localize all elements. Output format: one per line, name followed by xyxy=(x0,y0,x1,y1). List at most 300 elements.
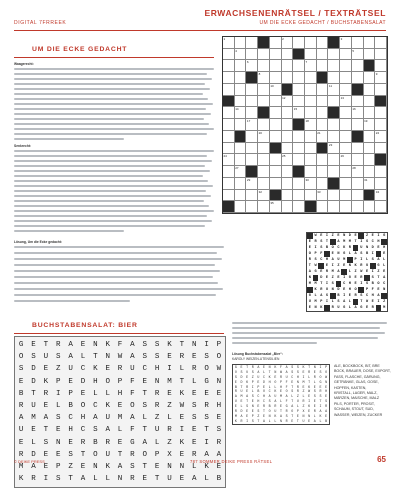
wordsearch-solution-letter: L xyxy=(268,418,271,423)
wordsearch-letter: U xyxy=(130,365,135,374)
wordsearch-solution-letter: K xyxy=(302,365,305,369)
mini-crossword-cell: G xyxy=(314,270,317,274)
mini-crossword-cell: P xyxy=(354,258,357,262)
wordsearch-letter: M xyxy=(18,463,24,471)
wordsearch-letter: R xyxy=(167,426,172,435)
wordsearch-row xyxy=(15,400,225,412)
wordsearch-letter: H xyxy=(68,426,73,435)
wordsearch-letter: T xyxy=(117,450,123,459)
wordsearch-solution-letter: N xyxy=(302,413,305,418)
wordsearch-solution-letter: A xyxy=(257,369,260,374)
mini-crossword-cell: R xyxy=(325,270,329,274)
wordsearch-solution-letter: W xyxy=(325,374,328,379)
senkrecht-label: Senkrecht: xyxy=(14,144,32,148)
wordsearch-solution-letter: S xyxy=(313,389,316,394)
text-line xyxy=(14,230,124,232)
mini-crossword-cell: D xyxy=(371,246,374,250)
wordsearch-section-title: BUCHSTABENSALAT: BIER xyxy=(32,322,138,329)
crossword-cell xyxy=(340,72,352,84)
wordsearch-letter: A xyxy=(93,414,98,423)
wordsearch-solution-letter: T xyxy=(291,399,294,404)
mini-crossword-cell: R xyxy=(354,294,357,298)
wordsearch-letter: E xyxy=(31,341,36,349)
wordsearch-solution-letter: T xyxy=(308,365,311,369)
wordsearch-letter: S xyxy=(18,365,24,374)
crossword-cell: 1 xyxy=(223,37,235,49)
wordsearch-solution-letter: M xyxy=(302,379,305,384)
crossword-cell xyxy=(246,72,258,84)
crossword-cell xyxy=(340,107,352,119)
wordsearch-solution-letter: G xyxy=(319,379,322,384)
wordsearch-solution-letter: S xyxy=(246,404,249,409)
crossword-cell: 7 xyxy=(305,60,317,72)
wordsearch-letter: Z xyxy=(154,414,160,423)
wordsearch-letter: N xyxy=(167,463,172,471)
wordsearch-letter: T xyxy=(204,426,209,435)
crossword-cell xyxy=(258,119,270,131)
mini-crossword-cell: L xyxy=(348,270,351,274)
wordsearch-letter: S xyxy=(142,402,148,410)
crossword-cell xyxy=(293,49,305,61)
wordsearch-letter: L xyxy=(80,353,86,362)
wordsearch-letter: G xyxy=(18,341,24,349)
crossword-cell xyxy=(340,166,352,178)
wordsearch-letter: E xyxy=(80,341,86,349)
crossword-cell xyxy=(340,49,352,61)
crossword-cell xyxy=(258,96,270,108)
crossword-cell xyxy=(328,37,340,49)
wordsearch-letter: T xyxy=(93,353,98,362)
mini-crossword-cell: E xyxy=(365,306,369,310)
wordsearch-solution-letter: A xyxy=(274,399,277,404)
wordsearch-letter: X xyxy=(167,450,172,459)
mini-crossword-cell: M xyxy=(343,258,346,262)
wordsearch-solution-letter: Z xyxy=(251,374,254,379)
wordsearch-solution-letter: X xyxy=(302,409,305,414)
crossword-cell xyxy=(270,37,282,49)
text-line xyxy=(14,220,212,222)
crossword-cell xyxy=(328,60,340,72)
wordsearch-letter: A xyxy=(130,353,135,362)
crossword-cell xyxy=(246,37,258,49)
mini-crossword-cell: N xyxy=(331,288,334,292)
wordsearch-letter: R xyxy=(105,438,110,447)
wordsearch-solution-letter: T xyxy=(279,409,282,414)
wordsearch-letter: H xyxy=(216,402,222,410)
wordsearch-letter: A xyxy=(142,438,148,447)
crossword-cell xyxy=(246,131,258,143)
mini-crossword-cell: M xyxy=(331,270,334,274)
wordsearch-letter: E xyxy=(80,389,86,398)
mini-crossword-cell: I xyxy=(371,270,374,274)
mini-crossword-cell: E xyxy=(308,306,311,310)
crossword-solution-grid xyxy=(306,232,388,312)
wordsearch-solution-letter: C xyxy=(263,399,266,404)
text-line xyxy=(14,133,207,135)
crossword-cell xyxy=(375,201,387,213)
wordsearch-letter: F xyxy=(130,426,135,435)
wordsearch-solution-label: Lösung Buchstabensalat „Bier“: xyxy=(232,352,283,356)
mini-crossword-cell: I xyxy=(377,300,380,304)
crossword-cell xyxy=(340,143,352,155)
crossword-cell xyxy=(282,107,294,119)
crossword-cell xyxy=(375,107,387,119)
wordsearch-solution-letter: O xyxy=(274,379,277,384)
word-list-item: WASSER, WEIZEN, ZUCKER xyxy=(334,412,383,417)
crossword-cell xyxy=(364,201,376,213)
wordsearch-letter: L xyxy=(56,402,61,410)
mini-crossword-cell: E xyxy=(343,264,346,268)
mini-crossword-cell: N xyxy=(343,234,346,238)
mini-crossword-row xyxy=(307,305,387,311)
wordsearch-solution-letter: S xyxy=(285,413,288,418)
wordsearch-letter: R xyxy=(204,402,209,410)
crossword-cell xyxy=(246,96,258,108)
crossword-cell xyxy=(258,107,270,119)
wordsearch-letter: S xyxy=(216,426,222,435)
crossword-cell xyxy=(364,96,376,108)
wordsearch-letter: F xyxy=(130,389,135,398)
mini-crossword-cell: S xyxy=(365,282,369,286)
text-line xyxy=(232,332,385,334)
mini-crossword-cell: S xyxy=(320,246,323,250)
crossword-cell xyxy=(258,143,270,155)
wordsearch-solution-letter: U xyxy=(240,389,243,394)
crossword-cell xyxy=(352,190,364,202)
wordsearch-solution-letter: E xyxy=(263,384,266,389)
mini-crossword-cell: M xyxy=(383,306,386,310)
crossword-cell xyxy=(293,72,305,84)
crossword-cell xyxy=(282,201,294,213)
wordsearch-solution-letter: R xyxy=(313,409,316,414)
wordsearch-solution-letter: E xyxy=(263,365,266,369)
mini-crossword-cell: B xyxy=(325,246,329,250)
crossword-cell xyxy=(246,107,258,119)
wordsearch-letter: E xyxy=(43,402,49,410)
wordsearch-solution-letter: K xyxy=(319,413,322,418)
mini-crossword-cell: B xyxy=(371,282,374,286)
wordsearch-solution-letter: U xyxy=(274,409,277,414)
wordsearch-solution-letter: L xyxy=(268,384,271,389)
mini-crossword-cell: E xyxy=(325,264,329,268)
wordsearch-letter: P xyxy=(216,341,222,349)
wordsearch-letter: C xyxy=(80,365,86,374)
mini-crossword-cell: H xyxy=(348,282,351,286)
wordsearch-letter: T xyxy=(43,341,49,349)
text-line xyxy=(14,150,214,152)
crossword-cell: 5 xyxy=(352,49,364,61)
text-line xyxy=(14,93,203,95)
crossword-cell xyxy=(258,37,270,49)
crossword-cell xyxy=(305,154,317,166)
wordsearch-solution-letter: E xyxy=(313,384,316,389)
mini-crossword-cell: U xyxy=(337,258,340,262)
wordsearch-letter: L xyxy=(154,438,160,447)
wordsearch-letter: A xyxy=(80,475,86,484)
wordsearch-row xyxy=(15,412,225,424)
wordsearch-solution-letter: L xyxy=(274,384,277,389)
wordsearch-solution-letter: R xyxy=(274,404,277,409)
mini-crossword-cell: Z xyxy=(331,234,334,238)
wordsearch-solution-letter: S xyxy=(291,369,294,374)
page-number: 65 xyxy=(377,455,386,464)
wordsearch-letter: O xyxy=(93,450,98,459)
crossword-cell xyxy=(258,84,270,96)
mini-crossword-cell: P xyxy=(314,252,317,256)
crossword-cell xyxy=(223,119,235,131)
mini-crossword-cell: R xyxy=(320,288,323,292)
wordsearch-letter: K xyxy=(167,341,172,349)
wordsearch-solution-letter: N xyxy=(279,418,282,423)
word-list-item: HOPFEN, KASTEN, xyxy=(334,385,367,390)
crossword-cell xyxy=(305,107,317,119)
mini-crossword-cell: T xyxy=(360,300,363,304)
wordsearch-solution-letter: S xyxy=(291,389,294,394)
crossword-cell xyxy=(235,154,247,166)
wordsearch-letter: U xyxy=(154,426,160,435)
wordsearch-letter: A xyxy=(130,341,135,349)
mini-crossword-cell: Z xyxy=(383,300,386,304)
wordsearch-letter: R xyxy=(18,402,24,410)
text-line xyxy=(14,155,207,157)
wordsearch-solution-letter: O xyxy=(319,374,322,379)
crossword-cell xyxy=(282,131,294,143)
mini-crossword-cell: H xyxy=(383,246,386,250)
crossword-section-rule xyxy=(14,57,214,58)
wordsearch-letter: N xyxy=(191,341,197,349)
wordsearch-solution-letter: G xyxy=(285,404,288,409)
crossword-cell: 11 xyxy=(328,84,340,96)
wordsearch-letter: R xyxy=(179,353,185,362)
wordsearch-letter: A xyxy=(191,475,197,484)
wordsearch-solution-letter: O xyxy=(285,389,288,394)
text-line xyxy=(14,276,213,278)
crossword-cell xyxy=(223,201,235,213)
crossword-cell xyxy=(328,154,340,166)
wordsearch-solution-letter: N xyxy=(274,369,277,374)
crossword-cell xyxy=(328,190,340,202)
wordsearch-solution-letter: P xyxy=(251,413,254,418)
crossword-cell xyxy=(305,96,317,108)
crossword-cell: 13 xyxy=(340,96,352,108)
wordsearch-letter: F xyxy=(130,377,135,386)
wordsearch-solution-letter: E xyxy=(313,369,316,374)
wordsearch-solution-letter: M xyxy=(234,413,237,418)
mini-crossword-cell: R xyxy=(371,306,374,310)
crossword-cell: 8 xyxy=(258,72,270,84)
wordsearch-solution-letter: L xyxy=(263,369,266,374)
mini-crossword-cell: G xyxy=(343,252,346,256)
mini-crossword-cell: S xyxy=(371,258,374,262)
mini-crossword-cell: E xyxy=(348,294,351,298)
wordsearch-letter: E xyxy=(216,463,222,471)
wordsearch-solution-letter: L xyxy=(302,394,305,399)
wordsearch-solution-letter: K xyxy=(246,379,249,384)
wordsearch-solution-letter: G xyxy=(234,365,237,369)
crossword-cell xyxy=(258,60,270,72)
wordsearch-letter: C xyxy=(68,414,73,423)
mini-crossword-cell: R xyxy=(308,258,311,262)
crossword-cell xyxy=(340,119,352,131)
crossword-cell xyxy=(270,154,282,166)
crossword-cell: 19 xyxy=(364,119,376,131)
crossword-cell: 27 xyxy=(235,166,247,178)
word-list-item: FASS, FLASCHE, GÄRUNG, xyxy=(334,374,381,379)
crossword-cell xyxy=(282,72,294,84)
wordsearch-solution-letter: O xyxy=(268,409,271,414)
wordsearch-letter: A xyxy=(68,353,73,362)
wordsearch-letter: W xyxy=(117,353,123,362)
mini-crossword-cell: H xyxy=(348,288,351,292)
mini-crossword-cell: L xyxy=(383,264,386,268)
mini-crossword-cell: N xyxy=(314,306,317,310)
mini-crossword-cell: Z xyxy=(354,270,357,274)
crossword-cell xyxy=(317,84,329,96)
wordsearch-letter: T xyxy=(31,389,36,398)
mini-crossword-cell: E xyxy=(325,276,329,280)
wordsearch-letter: U xyxy=(167,475,172,484)
wordsearch-solution-letter: L xyxy=(279,399,282,404)
crossword-cell: 33 xyxy=(317,190,329,202)
wordsearch-letter: K xyxy=(179,438,185,447)
wordsearch-solution-letter: S xyxy=(325,399,328,404)
crossword-cell: 28 xyxy=(352,166,364,178)
wordsearch-letter: M xyxy=(167,377,172,386)
mini-crossword-cell: K xyxy=(343,246,346,250)
wordsearch-letter: E xyxy=(105,365,110,374)
mini-crossword-cell: W xyxy=(360,270,363,274)
crossword-cell xyxy=(246,49,258,61)
mini-crossword-cell: T xyxy=(377,276,380,280)
crossword-cell xyxy=(270,119,282,131)
crossword-cell xyxy=(235,201,247,213)
crossword-cell xyxy=(340,84,352,96)
wordsearch-solution-letter: L xyxy=(274,418,277,423)
crossword-cell xyxy=(223,166,235,178)
wordsearch-solution-letter: K xyxy=(234,418,237,423)
wordsearch-letter: S xyxy=(130,463,135,471)
wordsearch-solution-letter: T xyxy=(246,365,249,369)
crossword-cell xyxy=(246,166,258,178)
crossword-cell: 21 xyxy=(317,131,329,143)
wordsearch-letter: Z xyxy=(167,402,172,410)
wordsearch-letter: W xyxy=(179,402,185,410)
mini-crossword-cell: M xyxy=(343,240,346,244)
wordsearch-solution-letter: A xyxy=(279,413,282,418)
text-line xyxy=(14,138,124,140)
wordsearch-solution-letter: E xyxy=(234,404,237,409)
wordsearch-solution-letter: I xyxy=(302,374,305,379)
mini-crossword-cell: I xyxy=(360,240,363,244)
wordsearch-letter: A xyxy=(68,341,73,349)
wordsearch-row xyxy=(15,376,225,388)
wordsearch-solution-letter: W xyxy=(308,389,311,394)
mini-crossword-cell: D xyxy=(337,288,340,292)
wordsearch-solution-letter: S xyxy=(296,365,299,369)
wordsearch-letter: T xyxy=(179,377,185,386)
wordsearch-solution-letter: K xyxy=(268,374,271,379)
wordsearch-solution-letter: L xyxy=(296,404,299,409)
wordsearch-row xyxy=(15,339,225,351)
wordsearch-letter: N xyxy=(56,438,61,447)
wordsearch-letter: C xyxy=(142,365,148,374)
wordsearch-solution-letter: R xyxy=(308,369,311,374)
wordsearch-letter: L xyxy=(31,438,36,447)
crossword-clues xyxy=(14,62,214,240)
text-line xyxy=(14,108,206,110)
crossword-cell xyxy=(317,107,329,119)
wordsearch-solution-letter: E xyxy=(313,399,316,404)
mini-crossword-cell: S xyxy=(360,294,363,298)
crossword-solution-label: Lösung, Um die Ecke gedacht: xyxy=(14,240,62,244)
mini-crossword-cell: T xyxy=(308,264,311,268)
wordsearch-solution-letter: Z xyxy=(302,404,305,409)
wordsearch-solution-letter: S xyxy=(251,369,254,374)
crossword-cell xyxy=(270,60,282,72)
wordsearch-letter: T xyxy=(142,463,148,471)
wordsearch-solution-letter: I xyxy=(319,404,322,409)
crossword-cell: 3 xyxy=(340,37,352,49)
wordsearch-solution-letter: N xyxy=(296,379,299,384)
wordsearch-letter: K xyxy=(105,463,110,471)
crossword-cell xyxy=(246,84,258,96)
wordsearch-solution-letter: R xyxy=(234,389,237,394)
wordsearch-solution-letter: H xyxy=(268,379,271,384)
wordsearch-word-list xyxy=(334,364,394,418)
wordsearch-solution-letter: B xyxy=(268,404,271,409)
text-line xyxy=(14,180,208,182)
crossword-cell xyxy=(305,49,317,61)
wordsearch-letter: N xyxy=(93,341,98,349)
wordsearch-letter: E xyxy=(56,426,61,435)
wordsearch-letter: S xyxy=(56,353,61,362)
wordsearch-letter: A xyxy=(31,463,36,471)
wordsearch-solution-letter: E xyxy=(291,379,294,384)
wordsearch-letter: E xyxy=(204,389,209,398)
wordsearch-solution-letter: U xyxy=(274,394,277,399)
wordsearch-solution-letter: E xyxy=(279,404,282,409)
crossword-cell xyxy=(235,84,247,96)
word-list-item: ALE, BOCKBOCK, BIT, BRE xyxy=(334,364,380,368)
wordsearch-solution-letter: R xyxy=(325,404,328,409)
mini-crossword-cell: I xyxy=(325,234,329,238)
crossword-cell xyxy=(270,72,282,84)
mini-crossword-cell: L xyxy=(331,300,334,304)
wordsearch-solution-letter: K xyxy=(274,389,277,394)
crossword-cell xyxy=(223,190,235,202)
wordsearch-solution-letter: S xyxy=(313,394,316,399)
wordsearch-letter: L xyxy=(191,377,197,386)
wordsearch-solution-letter: E xyxy=(302,384,305,389)
text-line xyxy=(14,215,207,217)
wordsearch-solution-letter: W xyxy=(279,369,282,374)
mini-crossword-cell: C xyxy=(343,282,346,286)
wordsearch-solution-letter: A xyxy=(257,365,260,369)
word-list-item: BOCK, BRAUER, DOSE, EXPORT, xyxy=(334,369,391,374)
wordsearch-solution-letter: O xyxy=(291,409,294,414)
crossword-grid xyxy=(222,36,388,214)
wordsearch-letter: D xyxy=(31,450,36,459)
crossword-cell xyxy=(340,201,352,213)
crossword-cell xyxy=(375,166,387,178)
crossword-cell xyxy=(364,49,376,61)
wordsearch-solution-letter: M xyxy=(240,394,243,399)
crossword-cell xyxy=(340,178,352,190)
crossword-cell: 34 xyxy=(375,190,387,202)
crossword-cell xyxy=(328,107,340,119)
crossword-cell xyxy=(364,37,376,49)
text-line xyxy=(14,88,210,90)
